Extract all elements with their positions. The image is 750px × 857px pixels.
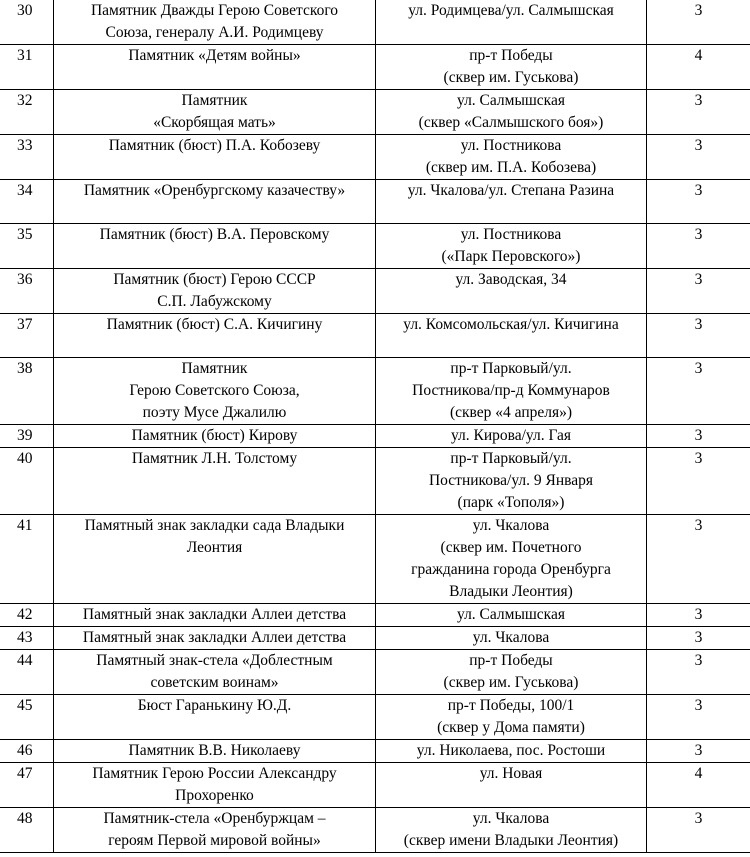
row-number: 48 xyxy=(0,808,54,853)
monument-value: 3 xyxy=(647,0,750,45)
table-row xyxy=(0,627,750,650)
row-number: 39 xyxy=(0,425,54,448)
monument-address: ул. Кирова/ул. Гая xyxy=(376,425,647,448)
monument-value: 3 xyxy=(647,808,750,853)
monument-value: 3 xyxy=(647,604,750,627)
monument-address: пр-т Победы (сквер им. Гуськова) xyxy=(376,45,647,90)
table-row xyxy=(0,604,750,627)
monument-name: Памятный знак закладки Аллеи детства xyxy=(54,627,376,650)
monument-address: ул. Салмышская xyxy=(376,604,647,627)
row-number: 36 xyxy=(0,269,54,314)
table-row xyxy=(0,695,750,740)
table-row xyxy=(0,45,750,90)
monument-address: ул. Николаева, пос. Ростоши xyxy=(376,740,647,763)
monument-name: Памятник В.В. Николаеву xyxy=(54,740,376,763)
table-row xyxy=(0,358,750,425)
monument-value: 3 xyxy=(647,180,750,224)
monument-address: ул. Родимцева/ул. Салмышская xyxy=(376,0,647,45)
table-row xyxy=(0,269,750,314)
row-number: 44 xyxy=(0,650,54,695)
row-number: 41 xyxy=(0,515,54,604)
row-number: 42 xyxy=(0,604,54,627)
monument-address: ул. Заводская, 34 xyxy=(376,269,647,314)
row-number: 43 xyxy=(0,627,54,650)
monument-value: 4 xyxy=(647,763,750,808)
monument-value: 3 xyxy=(647,650,750,695)
monument-address: пр-т Парковый/ул. Постникова/пр-д Коммунаров (сквер «4 апреля») xyxy=(376,358,647,425)
monument-address: ул. Чкалова/ул. Степана Разина xyxy=(376,180,647,224)
monument-address: ул. Комсомольская/ул. Кичигина xyxy=(376,314,647,358)
table-row xyxy=(0,808,750,853)
row-number: 30 xyxy=(0,0,54,45)
monument-value: 3 xyxy=(647,358,750,425)
monument-name: Бюст Гаранькину Ю.Д. xyxy=(54,695,376,740)
row-number: 32 xyxy=(0,90,54,135)
table-row xyxy=(0,135,750,180)
table-row xyxy=(0,740,750,763)
monument-value: 4 xyxy=(647,45,750,90)
monument-address: ул. Чкалова (сквер имени Владыки Леонтия) xyxy=(376,808,647,853)
row-number: 35 xyxy=(0,224,54,269)
monument-name: Памятник Дважды Герою Советского Союза, генералу А.И. Родимцеву xyxy=(54,0,376,45)
table-row xyxy=(0,448,750,515)
monument-value: 3 xyxy=(647,627,750,650)
row-number: 37 xyxy=(0,314,54,358)
row-number: 34 xyxy=(0,180,54,224)
monument-value: 3 xyxy=(647,448,750,515)
table-row xyxy=(0,224,750,269)
row-number: 33 xyxy=(0,135,54,180)
monument-address: пр-т Парковый/ул. Постникова/ул. 9 Января (парк «Тополя») xyxy=(376,448,647,515)
monument-address: ул. Постникова («Парк Перовского») xyxy=(376,224,647,269)
monument-address: пр-т Победы (сквер им. Гуськова) xyxy=(376,650,647,695)
monument-name: Памятник-стела «Оренбуржцам – героям Первой мировой войны» xyxy=(54,808,376,853)
row-number: 40 xyxy=(0,448,54,515)
table-row xyxy=(0,425,750,448)
monument-value: 3 xyxy=(647,425,750,448)
monument-name: Памятный знак закладки Аллеи детства xyxy=(54,604,376,627)
table-row xyxy=(0,180,750,224)
table-row xyxy=(0,314,750,358)
monument-address: ул. Чкалова (сквер им. Почетного гражданина города Оренбурга Владыки Леонтия) xyxy=(376,515,647,604)
monument-value: 3 xyxy=(647,224,750,269)
monument-address: ул. Постникова (сквер им. П.А. Кобозева) xyxy=(376,135,647,180)
monument-name: Памятник (бюст) Кирову xyxy=(54,425,376,448)
monument-name: Памятный знак закладки сада Владыки Леонтия xyxy=(54,515,376,604)
table-row xyxy=(0,650,750,695)
monument-value: 3 xyxy=(647,740,750,763)
monument-address: ул. Салмышская (сквер «Салмышского боя») xyxy=(376,90,647,135)
monument-name: Памятник «Скорбящая мать» xyxy=(54,90,376,135)
monument-address: ул. Чкалова xyxy=(376,627,647,650)
row-number: 38 xyxy=(0,358,54,425)
monument-name: Памятник «Детям войны» xyxy=(54,45,376,90)
monument-value: 3 xyxy=(647,695,750,740)
monument-name: Памятник Л.Н. Толстому xyxy=(54,448,376,515)
table-row xyxy=(0,763,750,808)
monument-value: 3 xyxy=(647,90,750,135)
monument-name: Памятник (бюст) Герою СССР С.П. Лабужскому xyxy=(54,269,376,314)
monument-address: пр-т Победы, 100/1 (сквер у Дома памяти) xyxy=(376,695,647,740)
table-row xyxy=(0,0,750,45)
table-row xyxy=(0,515,750,604)
monument-name: Памятник Герою России Александру Прохоренко xyxy=(54,763,376,808)
row-number: 45 xyxy=(0,695,54,740)
table-row xyxy=(0,90,750,135)
monument-name: Памятный знак-стела «Доблестным советским воинам» xyxy=(54,650,376,695)
row-number: 31 xyxy=(0,45,54,90)
monument-value: 3 xyxy=(647,314,750,358)
monument-address: ул. Новая xyxy=(376,763,647,808)
monument-value: 3 xyxy=(647,135,750,180)
monument-value: 3 xyxy=(647,515,750,604)
monument-name: Памятник «Оренбургскому казачеству» xyxy=(54,180,376,224)
row-number: 47 xyxy=(0,763,54,808)
monument-value: 3 xyxy=(647,269,750,314)
monument-name: Памятник (бюст) В.А. Перовскому xyxy=(54,224,376,269)
monument-name: Памятник Герою Советского Союза, поэту Мусе Джалилю xyxy=(54,358,376,425)
monument-name: Памятник (бюст) С.А. Кичигину xyxy=(54,314,376,358)
row-number: 46 xyxy=(0,740,54,763)
monument-name: Памятник (бюст) П.А. Кобозеву xyxy=(54,135,376,180)
